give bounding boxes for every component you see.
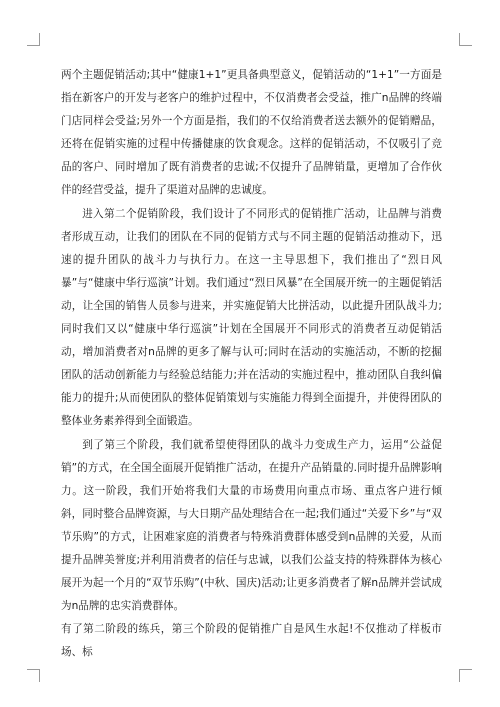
crop-mark-top-left [27,33,40,46]
crop-mark-bottom-left [27,669,40,682]
paragraph-4: 有了第二阶段的练兵，第三个阶段的促销推广自是风生水起!不仅推动了样板市场、标 [61,623,442,659]
crop-mark-top-right [459,33,472,46]
paragraph-3: 到了第三个阶段，我们就希望使得团队的战斗力变成生产力，运用“公益促销”的方式，在全国全面展开促销推广活动，在提升产品销量的.同时提升品牌影响力。这一阶段，我们开始将我们大量的市场费用向重点市场、重点客户进行倾斜，同时整合品牌资源，与大日期产品处理结合在一起;我们通过“关爱下乡”与“双节乐购”的方式，让困难家庭的消费者与特殊消费群体感受到n品牌的关爱，从而提升品牌美誉度;并利用消费者的信任与忠诚，以我们公益支持的特殊群体为核心展开为起一个月的“双节乐购”(中秋、国庆)活动;让更多消费者了解n品牌并尝试成为n品牌的忠实消费群体。 [61,438,442,613]
paragraph-1: 两个主题促销活动;其中“健康1+1”更具备典型意义，促销活动的“1+1”一方面是指在新客户的开发与老客户的维护过程中，不仅消费者会受益，推广n品牌的终端门店同样会受益;另外一个方面是指，我们的不仅给消费者送去额外的促销赠品，还将在促销实施的过程中传播健康的饮食观念。这样的促销活动，不仅吸引了竞品的客户、同时增加了既有消费者的忠诚;不仅提升了品牌销量，更增加了合作伙伴的经营受益，提升了渠道对品牌的忠诚度。 [61,69,442,197]
crop-mark-bottom-right [459,669,472,682]
paragraph-2: 进入第二个促销阶段，我们设计了不同形式的促销推广活动，让品牌与消费者形成互动，让我们的团队在不同的促销方式与不同主题的促销活动推动下，迅速的提升团队的战斗力与执行力。在这一主导思想下，我们推出了“烈日风暴”与“健康中华行巡演”计划。我们通过“烈日风暴”在全国展开统一的主题促销活动，让全国的销售人员参与进来，并实施促销大比拼活动，以此提升团队战斗力;同时我们又以“健康中华行巡演”计划在全国展开不同形式的消费者互动促销活动，增加消费者对n品牌的更多了解与认可;同时在活动的实施活动，不断的挖掘团队的活动创新能力与经验总结能力;并在活动的实施过程中，推动团队自我纠偏能力的提升;从而使团队的整体促销策划与实施能力得到全面提升，并使得团队的整体业务素养得到全面锻造。 [61,207,442,428]
document-body [61,64,442,664]
